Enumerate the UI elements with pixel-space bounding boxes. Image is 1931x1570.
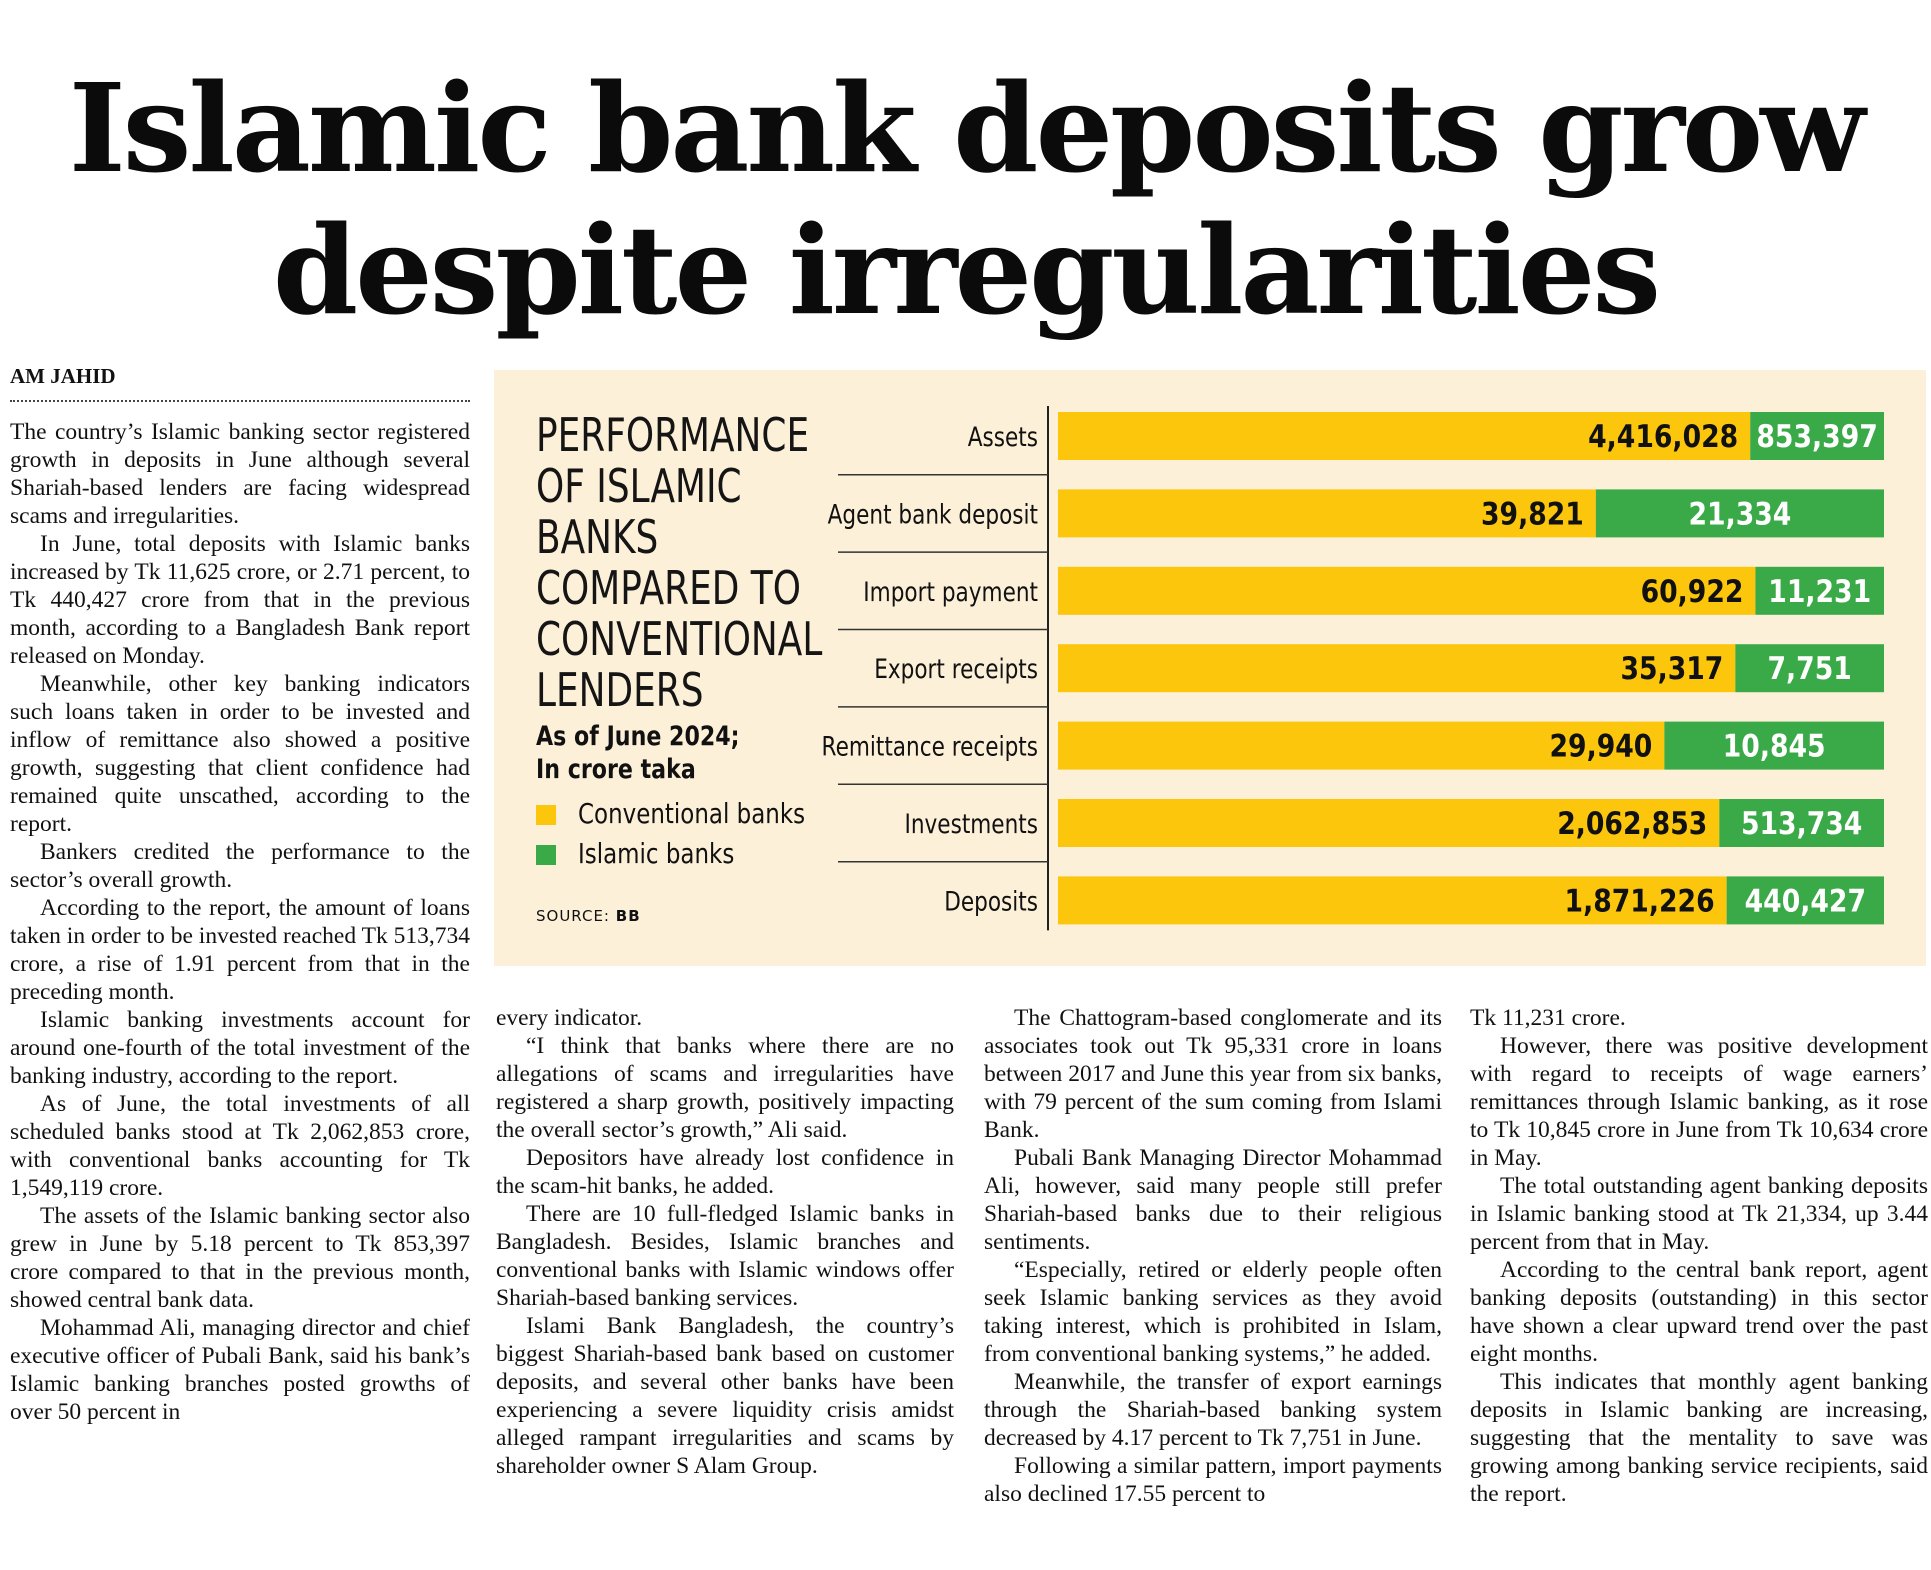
infographic-subtitle-line: As of June 2024; [536,721,740,752]
article-paragraph: The Chattogram-based conglomerate and its associates took out Tk 95,331 crore in loans between 2017 and June this year from six banks, with 79 percent of the sum coming from Islami Bank. [984,1005,1442,1143]
article-paragraph: Depositors have already lost confidence in the scam-hit banks, he added. [496,1145,954,1199]
data-label-conventional: 29,940 [1549,727,1653,765]
article-paragraph: The country’s Islamic banking sector registered growth in deposits in June although several Shariah-based lenders are facing widespread scams and irregularities. [10,419,470,529]
article-paragraph: “Especially, retired or elderly people often seek Islamic banking services as they avoid taking interest, which is prohibited in Islam, from conventional banking systems,” he added. [984,1257,1442,1367]
article-paragraph: “I think that banks where there are no allegations of scams and irregularities have registered a sharp growth, positively impacting the overall sector’s growth,” Ali said. [496,1033,954,1143]
infographic-title-line: LENDERS [536,663,704,717]
data-label-islamic: 21,334 [1688,495,1792,532]
article-paragraph: Meanwhile, other key banking indicators such loans taken in order to be invested and inflow of remittance also showed a positive growth, suggesting that client confidence had remained quite unscathed, according to the report. [10,671,470,837]
legend-label-conventional: Conventional banks [578,797,806,830]
article-paragraph: According to the central bank report, agent banking deposits (outstanding) in this sector have shown a clear upward trend over the past eight months. [1470,1257,1928,1367]
article-paragraph: The total outstanding agent banking deposits in Islamic banking stood at Tk 21,334, up 3.44 percent from that in May. [1470,1173,1928,1255]
headline-line-2: despite irregularities [272,198,1659,342]
data-label-islamic: 11,231 [1768,572,1872,610]
article-column-1 [10,418,470,1568]
article-paragraph: The assets of the Islamic banking sector also grew in June by 5.18 percent to Tk 853,397 crore compared to that in the previous month, showed central bank data. [10,1203,470,1313]
article-paragraph: Islami Bank Bangladesh, the country’s biggest Shariah-based bank based on customer deposits, and several other banks have been experiencing a severe liquidity crisis amidst alleged rampant irregularities and scams by shareholder owner S Alam Group. [496,1313,954,1479]
bar-chart [494,370,1926,966]
infographic-title-line: BANKS [536,510,659,564]
source-value: BB [615,907,641,925]
category-label: Assets [967,420,1038,453]
data-label-conventional: 35,317 [1620,650,1724,687]
infographic-panel [494,370,1926,966]
infographic-title-line: CONVENTIONAL [536,612,823,666]
article-paragraph: every indicator. [496,1005,643,1031]
infographic-title-line: COMPARED TO [536,561,801,615]
article-paragraph: In June, total deposits with Islamic banks increased by Tk 11,625 crore, or 2.71 percent, to Tk 440,427 crore from that in the previous month, according to a Bangladesh Bank report released on Monday. [10,531,470,669]
category-label: Remittance receipts [821,730,1038,763]
data-label-conventional: 1,871,226 [1564,882,1715,919]
category-label: Deposits [944,885,1038,918]
category-label: Export receipts [874,652,1038,685]
article-paragraph: According to the report, the amount of loans taken in order to be invested reached Tk 513,734 crore, a rise of 1.91 percent from that in the preceding month. [10,895,470,1005]
data-label-islamic: 440,427 [1744,882,1867,919]
article-paragraph: Following a similar pattern, import payments also declined 17.55 percent to [984,1453,1442,1507]
data-label-islamic: 7,751 [1767,650,1852,687]
data-label-conventional: 39,821 [1480,495,1584,532]
article-paragraph: Islamic banking investments account for around one-fourth of the total investment of the banking industry, according to the report. [10,1007,470,1089]
category-label: Investments [904,807,1038,840]
data-label-islamic: 853,397 [1756,418,1878,455]
article-column-4 [1470,1004,1928,1568]
category-label: Agent bank deposit [827,498,1038,531]
article-column-3 [984,1004,1442,1568]
infographic-subtitle-line: In crore taka [536,754,696,785]
article-column-2 [496,1004,954,1568]
article-paragraph: Mohammad Ali, managing director and chief executive officer of Pubali Bank, said his bank’s Islamic banking branches posted growths of over 50 percent in [10,1315,470,1425]
data-label-conventional: 4,416,028 [1588,418,1739,455]
source-label: SOURCE: [536,907,610,925]
article-paragraph: This indicates that monthly agent banking deposits in Islamic banking are increasing, suggesting that the mentality to save was growing among banking service recipients, said the report. [1470,1369,1928,1507]
article-paragraph: Bankers credited the performance to the sector’s overall growth. [10,839,470,893]
article-paragraph: Pubali Bank Managing Director Mohammad Ali, however, said many people still prefer Shariah-based banks due to their religious sentiments. [984,1145,1442,1255]
data-label-conventional: 2,062,853 [1557,805,1708,842]
byline: AM JAHID [10,364,116,388]
data-label-islamic: 10,845 [1722,727,1826,765]
article-paragraph: There are 10 full-fledged Islamic banks in Bangladesh. Besides, Islamic branches and conventional banks with Islamic windows offer Shariah-based banking services. [496,1201,954,1311]
headline-line-1: Islamic bank deposits grow [68,56,1863,200]
article-paragraph: Meanwhile, the transfer of export earnings through the Shariah-based banking system decreased by 4.17 percent to Tk 7,751 in June. [984,1369,1442,1451]
data-label-conventional: 60,922 [1640,572,1744,610]
category-label: Import payment [863,575,1038,608]
article-paragraph: Tk 11,231 crore. [1470,1005,1626,1031]
article-paragraph: As of June, the total investments of all scheduled banks stood at Tk 2,062,853 crore, with conventional banks accounting for Tk 1,549,119 crore. [10,1091,470,1201]
infographic-title-line: PERFORMANCE [536,408,810,462]
legend-label-islamic: Islamic banks [578,837,735,870]
article-paragraph: However, there was positive development with regard to receipts of wage earners’ remittances through Islamic banking, as it rose to Tk 10,845 crore in June from Tk 10,634 crore in May. [1470,1033,1928,1171]
data-label-islamic: 513,734 [1740,805,1863,842]
byline-divider [10,400,470,402]
infographic-title-line: OF ISLAMIC [536,459,742,513]
